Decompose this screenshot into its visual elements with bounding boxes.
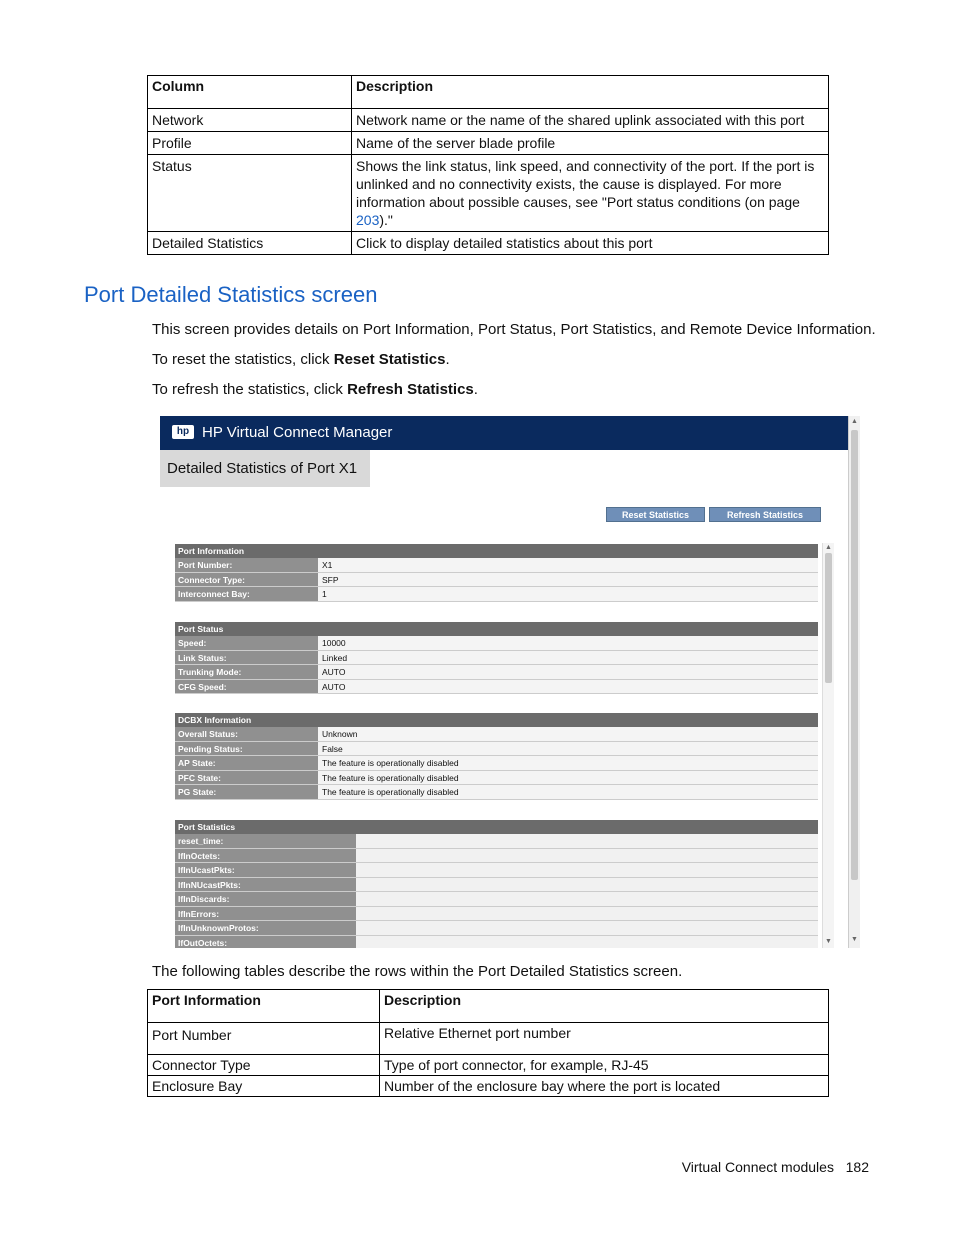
row-label: IfInErrors: bbox=[175, 907, 356, 921]
page-link[interactable]: 203 bbox=[356, 212, 380, 228]
list-item bbox=[175, 863, 818, 878]
table-header-cell: Description bbox=[380, 990, 829, 1023]
intro-paragraph: This screen provides details on Port Information, Port Status, Port Statistics, and Remote Device Information. bbox=[152, 321, 876, 338]
table-cell bbox=[352, 155, 829, 232]
row-label: IfInUcastPkts: bbox=[175, 863, 356, 877]
row-value: The feature is operationally disabled bbox=[318, 756, 818, 770]
row-label: Link Status: bbox=[175, 651, 318, 665]
list-item bbox=[175, 636, 818, 651]
status-desc-end: )." bbox=[379, 212, 393, 228]
row-label: PG State: bbox=[175, 785, 318, 799]
list-item bbox=[175, 742, 818, 757]
table-header-cell: Column bbox=[148, 76, 352, 109]
row-value bbox=[356, 936, 818, 949]
table-cell: Type of port connector, for example, RJ-45 bbox=[380, 1055, 829, 1076]
list-item bbox=[175, 665, 818, 680]
row-value: X1 bbox=[318, 558, 818, 572]
port-statistics-section bbox=[175, 820, 818, 948]
list-item bbox=[175, 727, 818, 742]
table-cell: Relative Ethernet port number bbox=[380, 1023, 829, 1055]
section-title: DCBX Information bbox=[175, 713, 818, 727]
table-row bbox=[148, 132, 829, 155]
row-label: IfOutOctets: bbox=[175, 936, 356, 949]
table-header-row bbox=[148, 76, 829, 109]
port-status-section bbox=[175, 622, 818, 694]
list-item bbox=[175, 785, 818, 800]
row-value bbox=[356, 907, 818, 921]
row-label: Interconnect Bay: bbox=[175, 587, 318, 601]
refresh-instruction-text: To refresh the statistics, click bbox=[152, 381, 348, 398]
following-text: The following tables describe the rows within the Port Detailed Statistics screen. bbox=[152, 963, 683, 980]
table-row bbox=[148, 1055, 829, 1076]
list-item bbox=[175, 892, 818, 907]
list-item bbox=[175, 921, 818, 936]
table-cell: Enclosure Bay bbox=[148, 1076, 380, 1097]
section-title: Port Information bbox=[175, 544, 818, 558]
table-cell: Connector Type bbox=[148, 1055, 380, 1076]
page-scrollbar-thumb[interactable] bbox=[851, 430, 858, 880]
reset-instruction-end: . bbox=[445, 351, 450, 368]
table-cell: Detailed Statistics bbox=[148, 232, 352, 255]
row-value: Linked bbox=[318, 651, 818, 665]
row-value bbox=[356, 878, 818, 892]
table-row bbox=[148, 1023, 829, 1055]
table-cell: Network name or the name of the shared uplink associated with this port bbox=[352, 109, 829, 132]
table-header-cell: Port Information bbox=[148, 990, 380, 1023]
row-label: AP State: bbox=[175, 756, 318, 770]
table-cell: Status bbox=[148, 155, 352, 232]
row-label: CFG Speed: bbox=[175, 680, 318, 694]
table-cell: Port Number bbox=[148, 1023, 380, 1055]
row-label: IfInUnknownProtos: bbox=[175, 921, 356, 935]
page-footer bbox=[682, 1159, 869, 1175]
row-label: Pending Status: bbox=[175, 742, 318, 756]
section-title: Port Statistics bbox=[175, 820, 818, 834]
refresh-instruction bbox=[152, 381, 478, 398]
vc-header bbox=[160, 416, 848, 450]
reset-instruction bbox=[152, 351, 450, 368]
row-value: False bbox=[318, 742, 818, 756]
refresh-instruction-end: . bbox=[473, 381, 478, 398]
list-item bbox=[175, 878, 818, 893]
table-header-row bbox=[148, 990, 829, 1023]
row-value: SFP bbox=[318, 573, 818, 587]
reset-instruction-bold: Reset Statistics bbox=[333, 351, 446, 368]
list-item bbox=[175, 573, 818, 588]
page-title: Detailed Statistics of Port X1 bbox=[160, 450, 370, 487]
refresh-instruction-bold: Refresh Statistics bbox=[347, 381, 474, 398]
status-desc-text: Shows the link status, link speed, and connectivity of the port. If the port is unlinked and no connectivity exists, the cause is displayed. For more information about possible causes, see "Port status conditions (on page bbox=[356, 158, 815, 210]
row-value: AUTO bbox=[318, 665, 818, 679]
section-title: Port Status bbox=[175, 622, 818, 636]
port-information-section bbox=[175, 544, 818, 602]
list-item bbox=[175, 587, 818, 602]
table-cell: Profile bbox=[148, 132, 352, 155]
table-cell: Name of the server blade profile bbox=[352, 132, 829, 155]
refresh-statistics-button[interactable]: Refresh Statistics bbox=[709, 507, 821, 522]
list-item bbox=[175, 680, 818, 695]
row-value: AUTO bbox=[318, 680, 818, 694]
scroll-down-icon[interactable]: ▼ bbox=[851, 936, 858, 943]
inner-scrollbar-thumb[interactable] bbox=[825, 553, 832, 683]
row-value: 1 bbox=[318, 587, 818, 601]
row-label: Connector Type: bbox=[175, 573, 318, 587]
row-label: Speed: bbox=[175, 636, 318, 650]
table-cell: Number of the enclosure bay where the port is located bbox=[380, 1076, 829, 1097]
table-cell: Network bbox=[148, 109, 352, 132]
row-value bbox=[356, 863, 818, 877]
row-label: Overall Status: bbox=[175, 727, 318, 741]
row-value: The feature is operationally disabled bbox=[318, 771, 818, 785]
page-scrollbar[interactable] bbox=[848, 416, 860, 948]
row-value: 10000 bbox=[318, 636, 818, 650]
table-cell: Click to display detailed statistics about this port bbox=[352, 232, 829, 255]
table-header-cell: Description bbox=[352, 76, 829, 109]
row-value bbox=[356, 892, 818, 906]
reset-statistics-button[interactable]: Reset Statistics bbox=[606, 507, 705, 522]
port-information-table bbox=[147, 989, 829, 1097]
row-label: IfInNUcastPkts: bbox=[175, 878, 356, 892]
table-row bbox=[148, 109, 829, 132]
row-label: Trunking Mode: bbox=[175, 665, 318, 679]
list-item bbox=[175, 936, 818, 949]
scroll-up-icon[interactable]: ▲ bbox=[825, 544, 832, 551]
scroll-down-icon[interactable]: ▼ bbox=[825, 938, 832, 945]
list-item bbox=[175, 849, 818, 864]
vc-screenshot bbox=[160, 416, 860, 948]
row-label: reset_time: bbox=[175, 834, 356, 848]
reset-instruction-text: To reset the statistics, click bbox=[152, 351, 334, 368]
row-value bbox=[356, 921, 818, 935]
inner-scrollbar[interactable] bbox=[822, 543, 834, 948]
list-item bbox=[175, 558, 818, 573]
row-value: The feature is operationally disabled bbox=[318, 785, 818, 799]
list-item bbox=[175, 651, 818, 666]
app-title: HP Virtual Connect Manager bbox=[202, 424, 393, 441]
column-description-table bbox=[147, 75, 829, 255]
list-item bbox=[175, 756, 818, 771]
row-label: IfInDiscards: bbox=[175, 892, 356, 906]
table-row bbox=[148, 232, 829, 255]
section-heading: Port Detailed Statistics screen bbox=[84, 282, 378, 307]
list-item bbox=[175, 834, 818, 849]
scroll-up-icon[interactable]: ▲ bbox=[851, 418, 858, 425]
row-label: PFC State: bbox=[175, 771, 318, 785]
row-value bbox=[356, 849, 818, 863]
row-value bbox=[356, 834, 818, 848]
row-label: IfInOctets: bbox=[175, 849, 356, 863]
row-label: Port Number: bbox=[175, 558, 318, 572]
page-number: 182 bbox=[845, 1159, 869, 1175]
table-row bbox=[148, 155, 829, 232]
list-item bbox=[175, 771, 818, 786]
hp-logo-icon: hp bbox=[172, 425, 194, 439]
row-value: Unknown bbox=[318, 727, 818, 741]
table-row bbox=[148, 1076, 829, 1097]
footer-section: Virtual Connect modules bbox=[681, 1159, 834, 1175]
dcbx-information-section bbox=[175, 713, 818, 800]
list-item bbox=[175, 907, 818, 922]
